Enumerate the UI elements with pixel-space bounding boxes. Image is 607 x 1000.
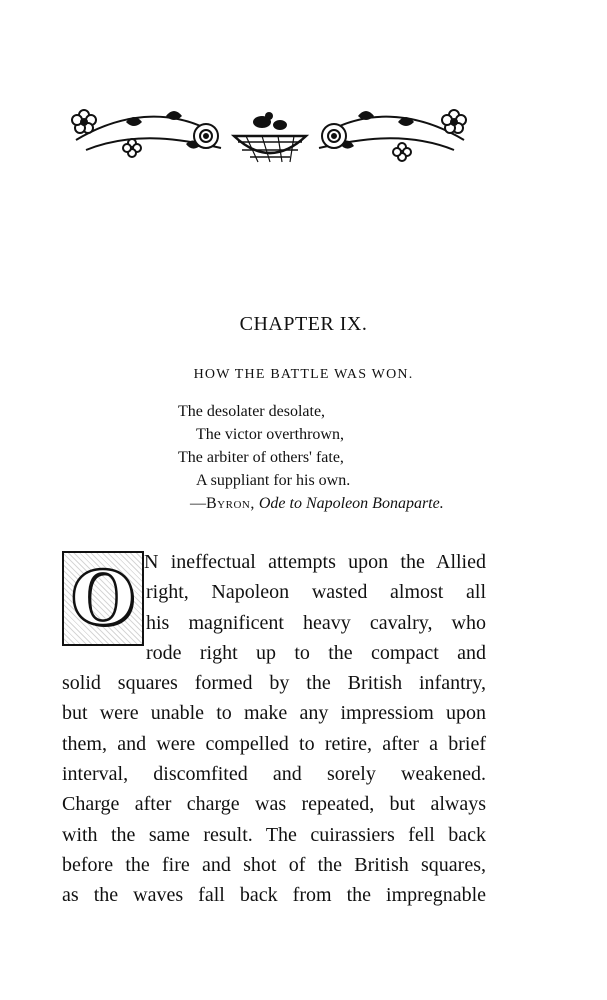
- paragraph-line: right, Napoleon wasted almost all: [146, 581, 486, 604]
- paragraph-line: them, and were compelled to retire, after a brief: [62, 732, 486, 755]
- attribution-author: Byron,: [206, 495, 255, 512]
- paragraph-line: rode right up to the compact and: [146, 641, 486, 664]
- epigraph-line: A suppliant for his own.: [196, 472, 351, 489]
- drop-cap-letter: O: [70, 555, 136, 642]
- epigraph-line: The victor overthrown,: [196, 426, 344, 443]
- epigraph-line: The arbiter of others' fate,: [178, 449, 344, 466]
- paragraph-line: interval, discomfited and sorely weakened.: [62, 763, 486, 786]
- paragraph-line: but were unable to make any impressiom upon: [62, 702, 486, 725]
- epigraph: [178, 400, 498, 515]
- body-paragraph: [62, 547, 486, 911]
- paragraph-line: solid squares formed by the British infantry,: [62, 672, 486, 695]
- paragraph-line: with the same result. The cuirassiers fell back: [62, 823, 486, 846]
- floral-nest-headpiece-icon: [66, 100, 474, 164]
- attribution-dash: —: [190, 495, 206, 512]
- chapter-subtitle: HOW THE BATTLE WAS WON.: [193, 367, 414, 382]
- paragraph-line: N ineffectual attempts upon the Allied: [144, 551, 486, 573]
- paragraph-line: his magnificent heavy cavalry, who: [146, 611, 486, 634]
- epigraph-line: The desolater desolate,: [178, 403, 326, 420]
- paragraph-line: Charge after charge was repeated, but always: [62, 793, 486, 816]
- paragraph-line: as the waves fall back from the impregnable: [62, 884, 486, 907]
- epigraph-attribution: [178, 492, 498, 515]
- paragraph-line: before the fire and shot of the British squares,: [62, 853, 486, 876]
- attribution-work: Ode to Napoleon Bonaparte.: [258, 495, 444, 512]
- chapter-title: CHAPTER IX.: [239, 313, 368, 335]
